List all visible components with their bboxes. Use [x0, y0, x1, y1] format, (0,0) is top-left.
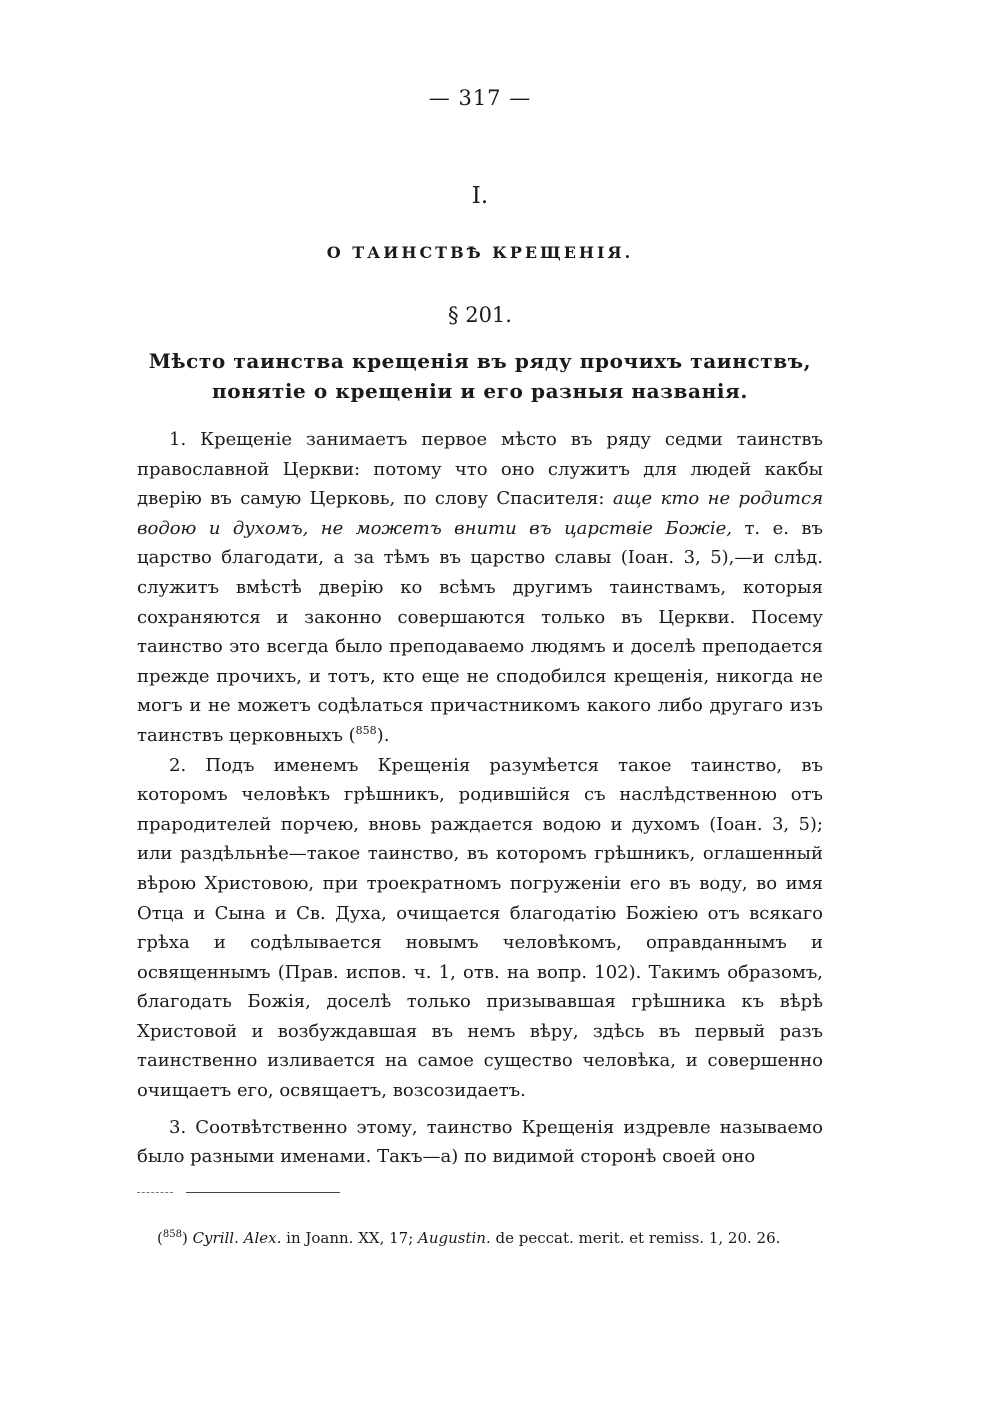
footnote-number: 858 [162, 1229, 182, 1240]
chapter-numeral: I. [471, 183, 489, 209]
footnote: ($^{858}$) Cyrill. Alex. in Joann. XX, 17; Augustin. de peccat. merit. et remiss. 1, 20. 26. [157, 1229, 781, 1247]
paragraph-2: 2. Подъ именемъ Крещенія разумѣется такое таинство, въ которомъ человѣкъ грѣшникъ, родившійся съ наслѣдственною отъ прародителей порчею, вновь раждается водою и духомъ (Іоан. 3, 5); или раздѣльнѣе—такое таинство, въ которомъ грѣшникъ, оглашенный вѣрою Христовою, при троекратномъ погруженіи его въ воду, во имя Отца и Сына и Св. Духа, очищается благодатію Божіею отъ всякаго грѣха и содѣлывается новымъ человѣкомъ, оправданнымъ и освященнымъ (Прав. испов. ч. 1, отв. на вопр. 102). Такимъ образомъ, благодать Божія, доселѣ только призывавшая грѣшника къ вѣрѣ Христовой и возбуждавшая въ немъ вѣру, здѣсь въ первый разъ таинственно изливается на самое существо человѣка, и совершенно очищаетъ его, освящаетъ, возсозидаетъ. [137, 754, 823, 1102]
paragraph-1-end: ). [376, 724, 390, 746]
chapter-title: О ТАИНСТВѢ КРЕЩЕНІЯ. [326, 243, 634, 262]
footnote-divider [186, 1192, 340, 1193]
section-number: § 201. [448, 303, 512, 327]
footnote-author-1: Cyrill. Alex. [192, 1229, 282, 1247]
section-title-line-1: Мѣсто таинства крещенія въ ряду прочихъ таинствъ, [148, 349, 812, 373]
paragraph-1-continuation: т. е. въ царство благодати, а за тѣмъ въ царство славы (Іоан. 3, 5),—и слѣд. служитъ вмѣстѣ дверію ко всѣмъ другимъ таинствамъ, которыя сохраняются и законно совершаются только въ Церкви. Посему таинство это всегда было преподаваемо людямъ и доселѣ преподается прежде прочихъ, и тотъ, кто еще не сподобился крещенія, никогда не могъ и не можетъ содѣлаться причастникомъ какого либо другаго изъ таинствъ церковныхъ ( [137, 517, 823, 746]
paragraph-1-text: 1. Крещеніе занимаетъ первое мѣсто въ ряду седми таинствъ православной Церкви: потому что оно служитъ для людей какбы дверію въ самую Церковь, по слову Спасителя: [137, 429, 823, 510]
footnote-reference[interactable]: 858 [355, 723, 377, 737]
page-number: — 317 — [428, 86, 532, 110]
paragraph-3: 3. Соотвѣтственно этому, таинство Крещенія издревле называемо было разными именами. Такъ—а) по видимой сторонѣ своей оно [137, 1116, 823, 1168]
footnote-text-1: in Joann. XX, 17; [281, 1229, 419, 1247]
section-title [120, 346, 840, 406]
footnote-text-2: de peccat. merit. et remiss. 1, 20. 26. [490, 1229, 781, 1247]
footnote-rule-lead [137, 1192, 173, 1193]
paragraph-1 [137, 425, 823, 751]
section-title-line-2: понятіе о крещеніи и его разныя названія. [212, 379, 748, 403]
gospel-quote: аще кто не родится водою и духомъ, не можетъ внити въ царствіе Божіе, [137, 488, 823, 539]
body-text [137, 425, 823, 1172]
footnote-author-2: Augustin. [418, 1229, 491, 1247]
